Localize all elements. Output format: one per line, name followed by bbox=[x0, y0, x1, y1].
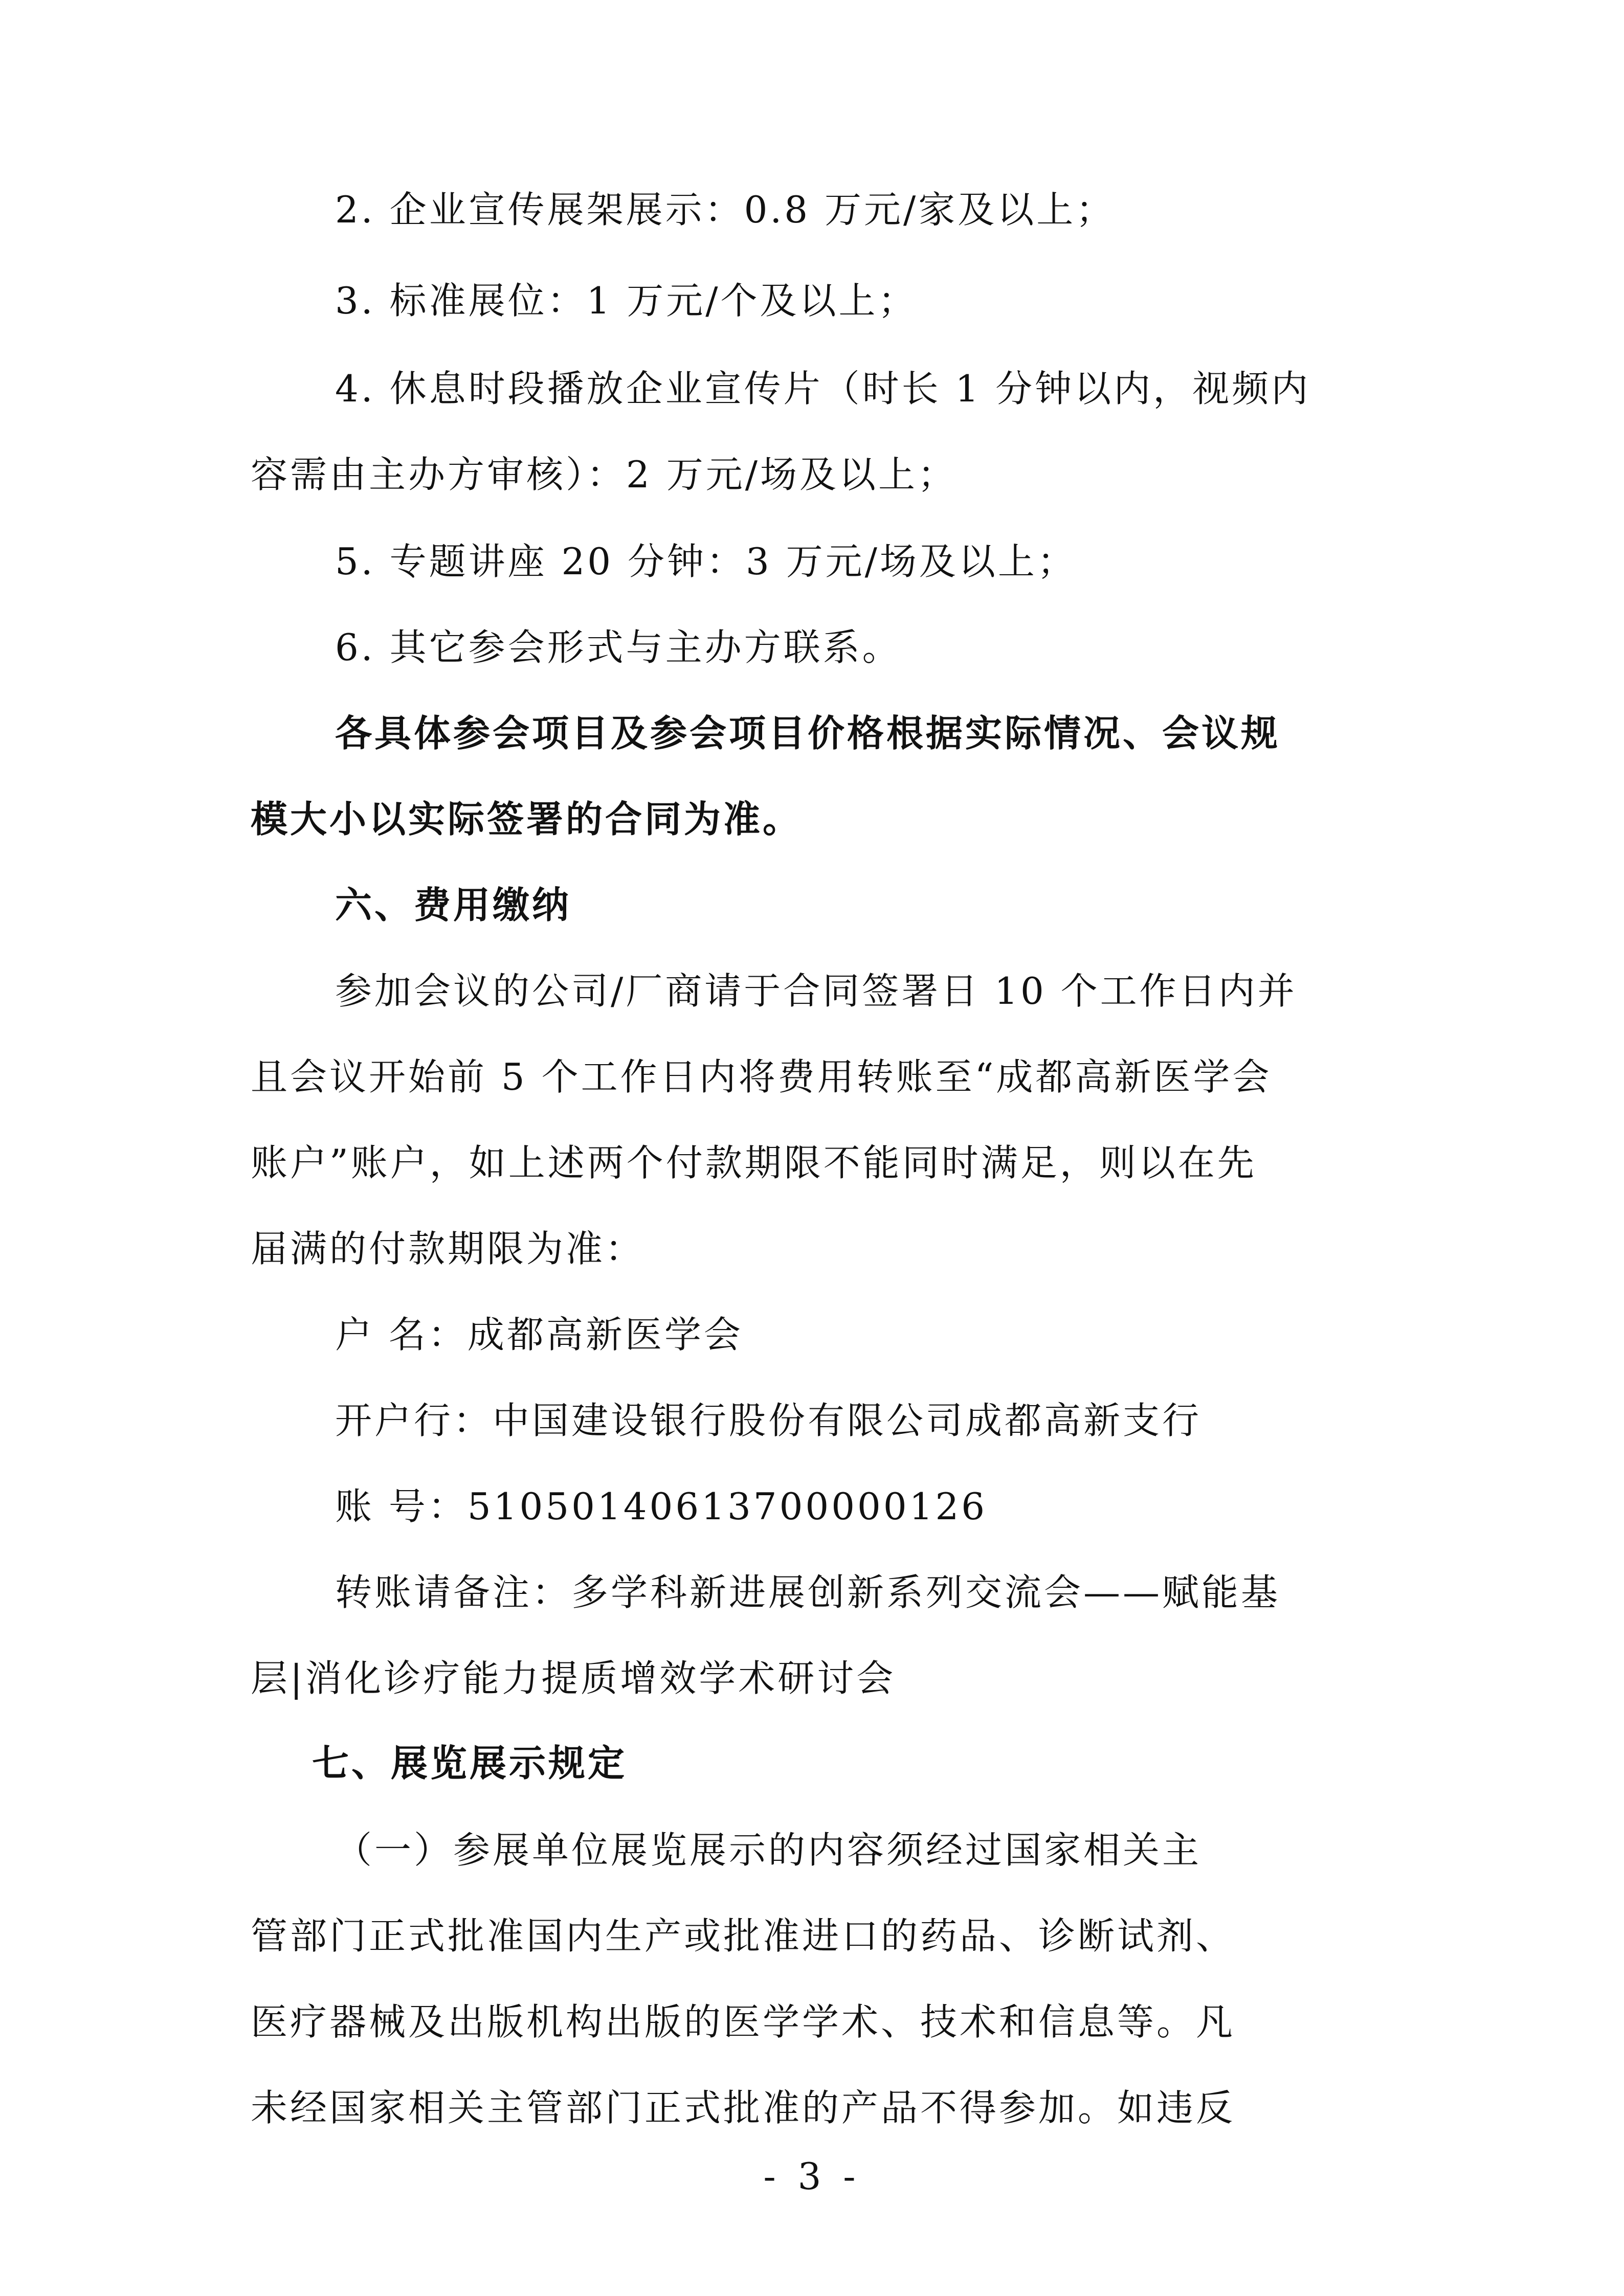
item-5-lecture: 5. 专题讲座 20 分钟：3 万元/场及以上； bbox=[335, 540, 1077, 583]
account-name: 户 名：成都高新医学会 bbox=[335, 1313, 743, 1356]
transfer-remark-line-1: 转账请备注：多学科新进展创新系列交流会——赋能基 bbox=[335, 1571, 1281, 1614]
exhibition-paragraph-line-1: （一）参展单位展览展示的内容须经过国家相关主 bbox=[335, 1829, 1202, 1872]
page-number: - 3 - bbox=[763, 2155, 861, 2198]
note-paragraph-line-2: 模大小以实际签署的合同为准。 bbox=[251, 798, 803, 841]
section-heading-exhibition: 七、展览展示规定 bbox=[312, 1742, 628, 1785]
fees-paragraph-line-1: 参加会议的公司/厂商请于合同签署日 10 个工作日内并 bbox=[335, 970, 1297, 1012]
account-bank: 开户行：中国建设银行股份有限公司成都高新支行 bbox=[335, 1399, 1202, 1442]
fees-paragraph-line-4: 届满的付款期限为准： bbox=[251, 1227, 645, 1270]
section-heading-fees: 六、费用缴纳 bbox=[335, 884, 572, 927]
exhibition-paragraph-line-4: 未经国家相关主管部门正式批准的产品不得参加。如违反 bbox=[251, 2086, 1236, 2129]
item-4-video-line-1: 4. 休息时段播放企业宣传片（时长 1 分钟以内，视频内 bbox=[335, 367, 1311, 410]
account-number: 账 号：51050140613700000126 bbox=[335, 1485, 988, 1528]
item-2-exhibit-rack: 2. 企业宣传展架展示：0.8 万元/家及以上； bbox=[335, 188, 1116, 231]
note-paragraph-line-1: 各具体参会项目及参会项目价格根据实际情况、会议规 bbox=[335, 712, 1281, 755]
transfer-remark-line-2: 层|消化诊疗能力提质增效学术研讨会 bbox=[251, 1657, 896, 1700]
fees-paragraph-line-2: 且会议开始前 5 个工作日内将费用转账至“成都高新医学会 bbox=[251, 1055, 1272, 1098]
item-4-video-line-2: 容需由主办方审核）：2 万元/场及以上； bbox=[251, 453, 957, 496]
exhibition-paragraph-line-3: 医疗器械及出版机构出版的医学学术、技术和信息等。凡 bbox=[251, 2000, 1236, 2043]
item-6-other: 6. 其它参会形式与主办方联系。 bbox=[335, 626, 902, 669]
item-3-standard-booth: 3. 标准展位：1 万元/个及以上； bbox=[335, 279, 918, 322]
exhibition-paragraph-line-2: 管部门正式批准国内生产或批准进口的药品、诊断试剂、 bbox=[251, 1915, 1236, 1957]
fees-paragraph-line-3: 账户”账户，如上述两个付款期限不能同时满足，则以在先 bbox=[251, 1141, 1257, 1184]
